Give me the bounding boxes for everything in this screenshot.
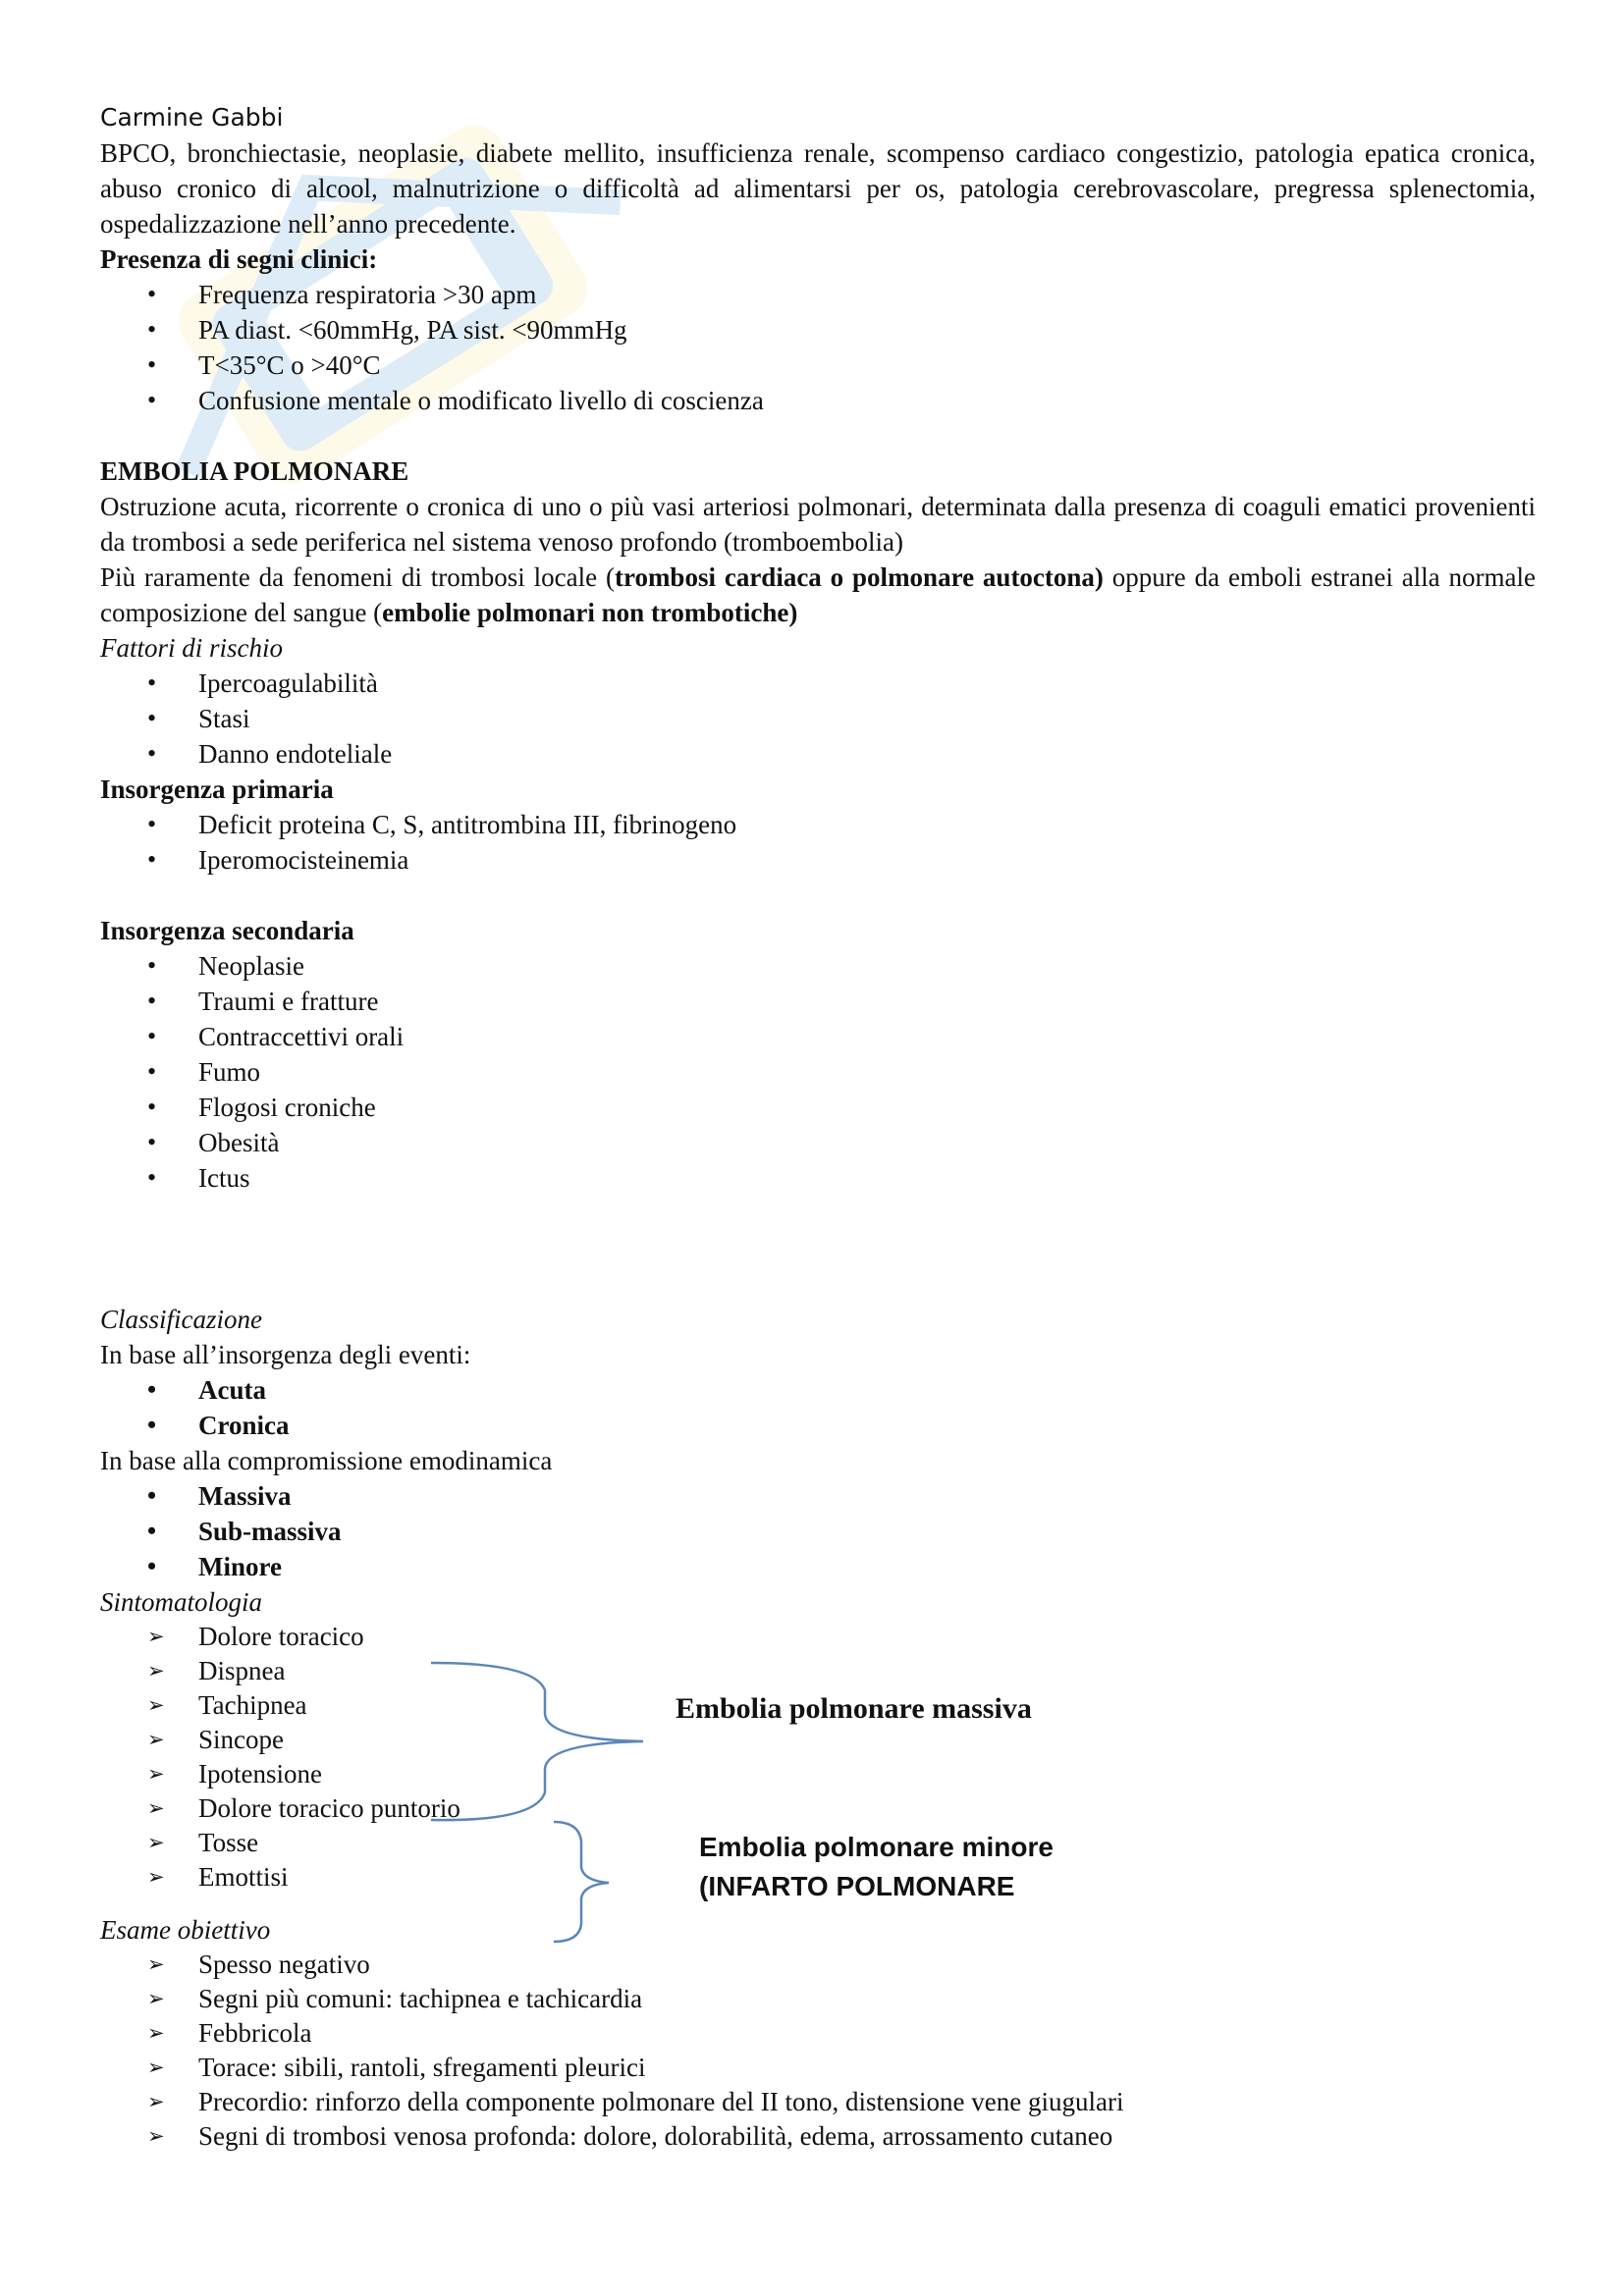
list-item: ➢ Dolore toracico <box>100 1620 1536 1654</box>
massiva-bracket-icon <box>427 1659 663 1826</box>
list-item: ➢ Spesso negativo <box>100 1948 1536 1982</box>
list-item: • Obesità <box>100 1125 1536 1160</box>
list-item: • Minore <box>100 1549 1536 1584</box>
arrowhead-icon: ➢ <box>147 1659 165 1682</box>
bullet-dot-icon: • <box>147 987 157 1015</box>
list-item: • T<35°C o >40°C <box>100 347 1536 383</box>
group-label-minore <box>699 1828 1054 1906</box>
arrowhead-icon: ➢ <box>147 2090 165 2113</box>
bullet-dot-icon: • <box>147 951 157 980</box>
list-item: • Neoplasie <box>100 948 1536 984</box>
bullet-dot-icon: • <box>147 315 157 344</box>
bullet-dot-icon: • <box>147 1128 157 1156</box>
bullet-dot-icon: • <box>147 704 157 732</box>
insorgenza-primaria-list <box>100 807 1536 878</box>
list-item: • Sub-massiva <box>100 1514 1536 1549</box>
list-item: • Cronica <box>100 1408 1536 1443</box>
arrowhead-icon: ➢ <box>147 2124 165 2148</box>
list-item: • Traumi e fratture <box>100 984 1536 1019</box>
bullet-dot-icon: • <box>147 1517 157 1545</box>
list-item: ➢ Segni più comuni: tachipnea e tachicardia <box>100 1982 1536 2016</box>
list-item: • Confusione mentale o modificato livello di coscienza <box>100 383 1536 418</box>
list-item: ➢ Tosse <box>100 1826 1536 1860</box>
list-item: ➢ Precordio: rinforzo della componente polmonare del II tono, distensione vene giugulari <box>100 2085 1536 2119</box>
arrowhead-icon: ➢ <box>147 1693 165 1717</box>
esame-obiettivo-heading: Esame obiettivo <box>100 1915 271 1945</box>
arrowhead-icon: ➢ <box>147 1728 165 1751</box>
group-label-minore-line1: Embolia polmonare minore <box>699 1832 1054 1862</box>
intro-paragraph: BPCO, bronchiectasie, neoplasie, diabete mellito, insufficienza renale, scompenso cardiaco congestizio, patologia epatica cronica, abuso cronico di alcool, malnutrizione o difficoltà ad alimentarsi per os, patologia cerebrovascolare, pregressa splenectomia, ospedalizzazione nell’anno precedente. <box>100 138 1536 239</box>
bullet-dot-icon: • <box>147 739 157 768</box>
list-item: • Stasi <box>100 701 1536 736</box>
list-item: ➢ Dispnea <box>100 1654 1536 1688</box>
insorgenza-secondaria-heading: Insorgenza secondaria <box>100 916 354 945</box>
arrowhead-icon: ➢ <box>147 1762 165 1786</box>
arrowhead-icon: ➢ <box>147 1796 165 1820</box>
list-item: ➢ Torace: sibili, rantoli, sfregamenti pleurici <box>100 2051 1536 2085</box>
bullet-dot-icon: • <box>147 668 157 697</box>
bullet-dot-icon: • <box>147 1022 157 1050</box>
bullet-dot-icon: • <box>147 386 157 414</box>
onset-label: In base all’insorgenza degli eventi: <box>100 1340 471 1369</box>
sintomatologia-heading: Sintomatologia <box>100 1587 263 1617</box>
bullet-dot-icon: • <box>147 1163 157 1192</box>
arrowhead-icon: ➢ <box>147 1831 165 1854</box>
list-item: • Frequenza respiratoria >30 apm <box>100 277 1536 312</box>
group-label-minore-line2: (INFARTO POLMONARE <box>699 1871 1015 1901</box>
list-item: • Ictus <box>100 1160 1536 1196</box>
bullet-dot-icon: • <box>147 845 157 874</box>
segni-clinici-list <box>100 277 1536 418</box>
arrowhead-icon: ➢ <box>147 1865 165 1889</box>
bullet-dot-icon: • <box>147 810 157 838</box>
classificazione-heading: Classificazione <box>100 1305 263 1334</box>
list-item: • Fumo <box>100 1054 1536 1090</box>
list-item: • Flogosi croniche <box>100 1090 1536 1125</box>
list-item: • Deficit proteina C, S, antitrombina III, fibrinogeno <box>100 807 1536 842</box>
section-title: EMBOLIA POLMONARE <box>100 456 409 486</box>
list-item: • Contraccettivi orali <box>100 1019 1536 1054</box>
hemo-list <box>100 1478 1536 1584</box>
arrowhead-icon: ➢ <box>147 2056 165 2079</box>
segni-clinici-heading: Presenza di segni clinici: <box>100 244 378 274</box>
hemo-label: In base alla compromissione emodinamica <box>100 1446 553 1475</box>
list-item: • Massiva <box>100 1478 1536 1514</box>
list-item: • Acuta <box>100 1372 1536 1408</box>
fattori-rischio-list <box>100 666 1536 772</box>
list-item: ➢ Febbricola <box>100 2016 1536 2051</box>
list-item: ➢ Sincope <box>100 1723 1536 1757</box>
fattori-rischio-heading: Fattori di rischio <box>100 633 284 663</box>
list-item: • Danno endoteliale <box>100 736 1536 772</box>
bullet-dot-icon: • <box>147 1481 157 1510</box>
list-item: ➢ Ipotensione <box>100 1757 1536 1791</box>
arrowhead-icon: ➢ <box>147 2021 165 2045</box>
list-item: • Ipercoagulabilità <box>100 666 1536 701</box>
list-item: ➢ Segni di trombosi venosa profonda: dolore, dolorabilità, edema, arrossamento cutaneo <box>100 2119 1536 2154</box>
bullet-dot-icon: • <box>147 280 157 308</box>
insorgenza-secondaria-list <box>100 948 1536 1196</box>
esame-obiettivo-list <box>100 1948 1536 2154</box>
bullet-dot-icon: • <box>147 1552 157 1580</box>
author-name: Carmine Gabbi <box>100 103 284 132</box>
bullet-dot-icon: • <box>147 350 157 379</box>
arrowhead-icon: ➢ <box>147 1952 165 1976</box>
onset-list <box>100 1372 1536 1443</box>
list-item: • Iperomocisteinemia <box>100 842 1536 878</box>
definition-paragraph: Ostruzione acuta, ricorrente o cronica di uno o più vasi arteriosi polmonari, determinata dalla presenza di coaguli ematici provenienti da trombosi a sede periferica nel sistema venoso profondo (tromboembolia) <box>100 492 1536 557</box>
bullet-dot-icon: • <box>147 1411 157 1439</box>
minore-bracket-icon <box>550 1818 619 1946</box>
list-item: • PA diast. <60mmHg, PA sist. <90mmHg <box>100 312 1536 347</box>
bullet-dot-icon: • <box>147 1375 157 1404</box>
insorgenza-primaria-heading: Insorgenza primaria <box>100 774 334 804</box>
bullet-dot-icon: • <box>147 1057 157 1086</box>
list-item: ➢ Tachipnea <box>100 1688 1536 1723</box>
arrowhead-icon: ➢ <box>147 1987 165 2010</box>
bullet-dot-icon: • <box>147 1093 157 1121</box>
arrowhead-icon: ➢ <box>147 1625 165 1648</box>
rare-causes-paragraph: Più raramente da fenomeni di trombosi locale (trombosi cardiaca o polmonare autoctona) oppure da emboli estranei alla normale composizione del sangue (embolie polmonari non trombotiche) <box>100 562 1536 627</box>
group-label-massiva: Embolia polmonare massiva <box>676 1692 1032 1725</box>
list-item: ➢ Dolore toracico puntorio <box>100 1791 1536 1826</box>
list-item: ➢ Emottisi <box>100 1860 1536 1895</box>
